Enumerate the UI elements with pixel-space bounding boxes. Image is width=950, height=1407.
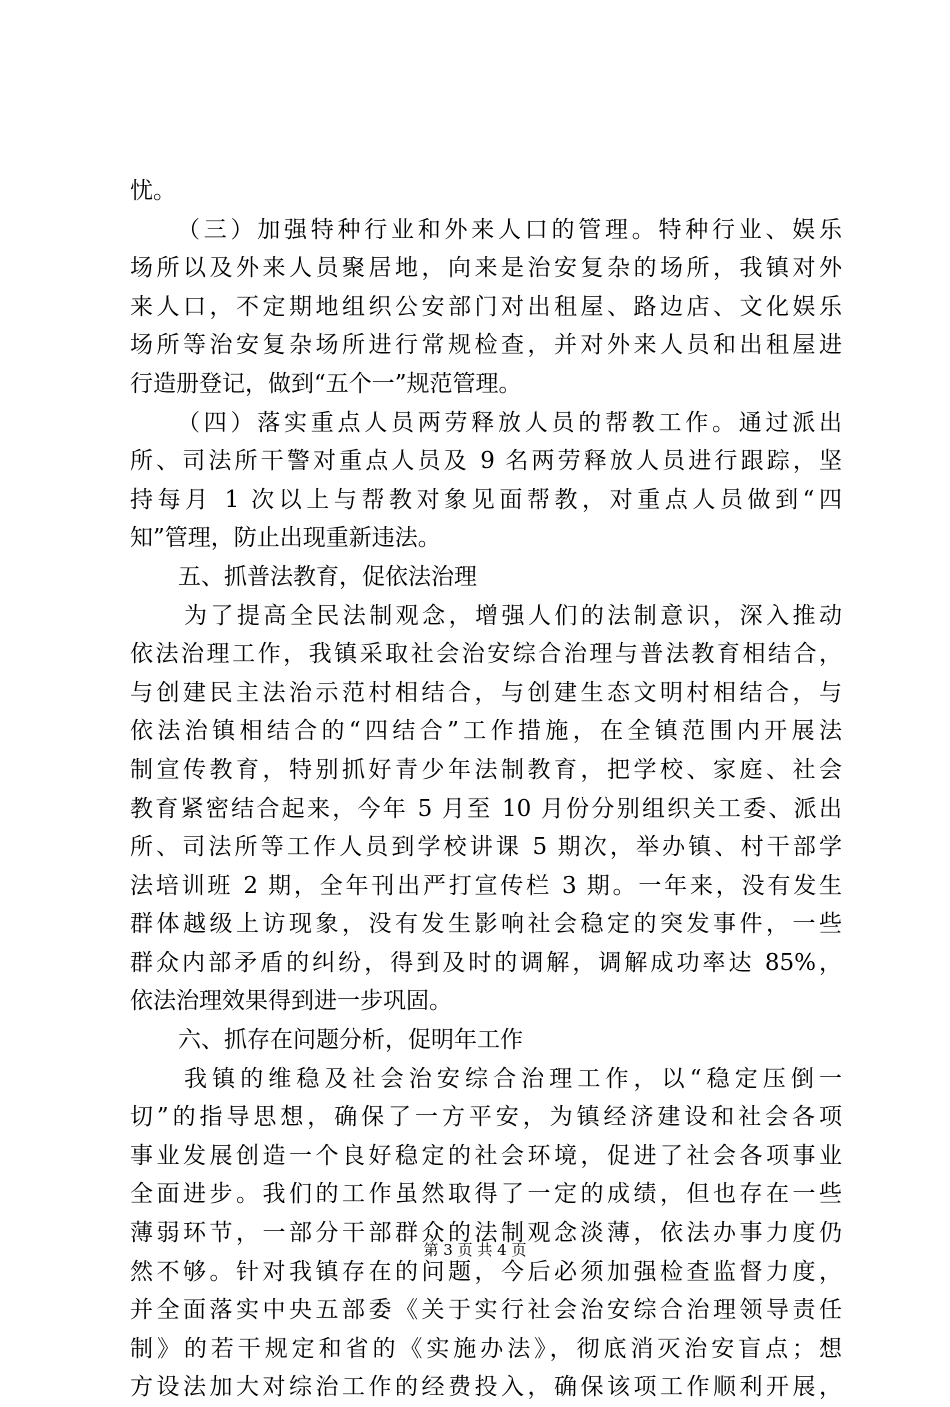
text-line: 制》的若干规定和省的《实施办法》，彻底消灭治安盲点；想 xyxy=(130,1335,842,1362)
text-line: 并全面落实中央五部委《关于实行社会治安综合治理领导责任 xyxy=(130,1297,842,1324)
text-line: （三）加强特种行业和外来人口的管理。特种行业、娱乐 xyxy=(177,216,842,243)
text-line: 为了提高全民法制观念，增强人们的法制意识，深入推动 xyxy=(184,602,842,629)
text-line: 然不够。针对我镇存在的问题，今后必须加强检查监督力度， xyxy=(130,1258,842,1285)
text-line: 忧。 xyxy=(130,178,176,204)
text-line: 依法治理效果得到进一步巩固。 xyxy=(130,988,452,1015)
text-line: 我镇的维稳及社会治安综合治理工作，以“稳定压倒一 xyxy=(184,1065,842,1092)
text-line: 事业发展创造一个良好稳定的社会环境，促进了社会各项事业 xyxy=(130,1142,842,1169)
text-line: 场所以及外来人员聚居地，向来是治安复杂的场所，我镇对外 xyxy=(130,255,842,282)
text-line: 场所等治安复杂场所进行常规检查，并对外来人员和出租屋进 xyxy=(130,332,842,359)
body-text xyxy=(130,172,842,1407)
text-line: 依法治镇相结合的“四结合”工作措施，在全镇范围内开展法 xyxy=(130,718,842,745)
section-heading: 六、抓存在问题分析，促明年工作 xyxy=(178,1027,523,1054)
text-line: 持每月 1 次以上与帮教对象见面帮教，对重点人员做到“四 xyxy=(130,486,842,513)
page-number-footer: 第 3 页 共 4 页 xyxy=(423,1241,527,1259)
text-line: 行造册登记，做到“五个一”规范管理。 xyxy=(130,370,522,397)
text-line: 知”管理，防止出现重新违法。 xyxy=(130,525,441,552)
text-line: 薄弱环节，一部分干部群众的法制观念淡薄，依法办事力度仍 xyxy=(130,1220,842,1247)
text-line: 法培训班 2 期，全年刊出严打宣传栏 3 期。一年来，没有发生 xyxy=(130,872,842,899)
text-line: 与创建民主法治示范村相结合，与创建生态文明村相结合，与 xyxy=(130,679,842,706)
text-line: 全面进步。我们的工作虽然取得了一定的成绩，但也存在一些 xyxy=(130,1181,842,1208)
text-line: （四）落实重点人员两劳释放人员的帮教工作。通过派出 xyxy=(177,409,842,436)
text-line: 所、司法所干警对重点人员及 9 名两劳释放人员进行跟踪，坚 xyxy=(130,448,842,475)
text-line: 所、司法所等工作人员到学校讲课 5 期次，举办镇、村干部学 xyxy=(130,834,842,861)
text-line: 依法治理工作，我镇采取社会治安综合治理与普法教育相结合， xyxy=(130,641,842,668)
text-line: 群体越级上访现象，没有发生影响社会稳定的突发事件，一些 xyxy=(130,911,842,938)
section-heading: 五、抓普法教育，促依法治理 xyxy=(178,563,477,590)
text-line: 切”的指导思想，确保了一方平安，为镇经济建设和社会各项 xyxy=(130,1104,842,1131)
text-line: 方设法加大对综治工作的经费投入，确保该项工作顺利开展， xyxy=(130,1374,842,1401)
text-line: 制宣传教育，特别抓好青少年法制教育，把学校、家庭、社会 xyxy=(130,756,842,783)
text-line: 来人口，不定期地组织公安部门对出租屋、路边店、文化娱乐 xyxy=(130,293,842,320)
text-line: 群众内部矛盾的纠纷，得到及时的调解，调解成功率达 85%， xyxy=(130,949,842,976)
text-line: 教育紧密结合起来，今年 5 月至 10 月份分别组织关工委、派出 xyxy=(130,795,842,822)
